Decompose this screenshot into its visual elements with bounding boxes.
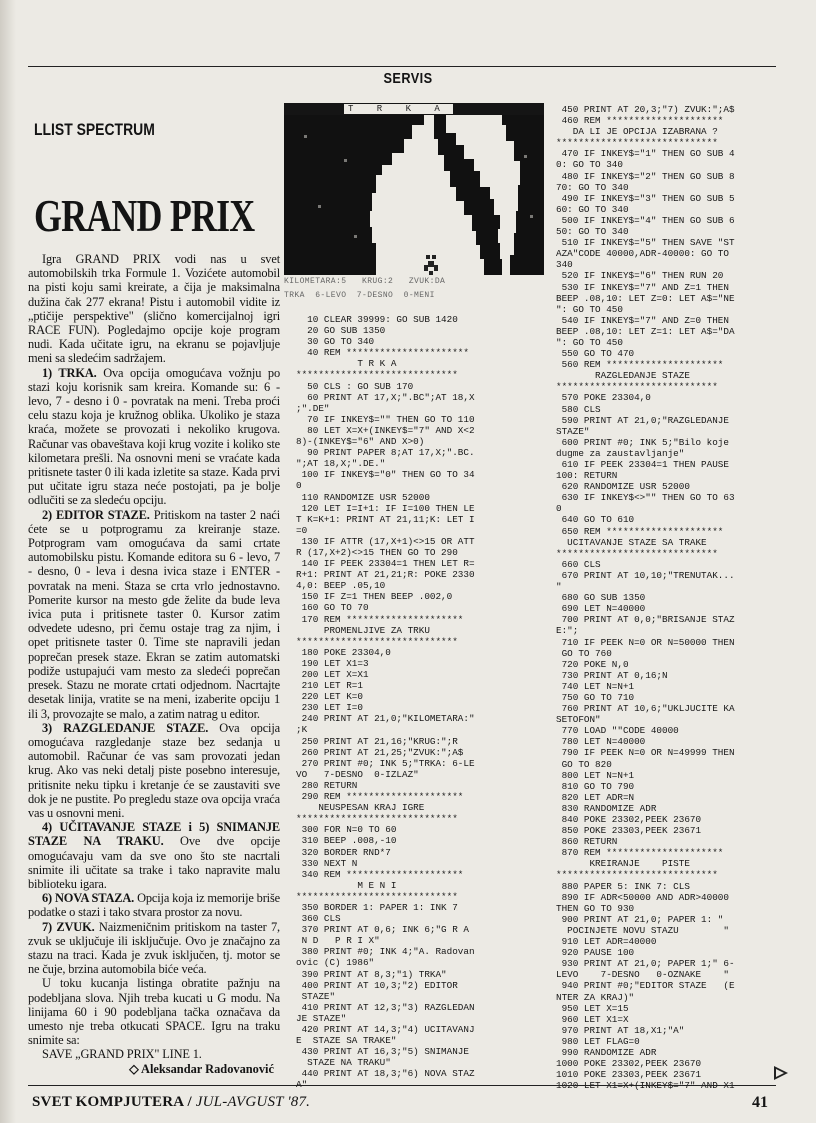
screenshot-status-line-2: TRKA 6-LEVO 7-DESNO 0-MENI [284,291,435,300]
paragraph-text: U toku kucanja listinga obratite pažnju na podebljana slova. Njih treba kucati u G modu. Na linijama 60 i 90 podebljana tačka označava da umesto nje treba otkucati SPACE. Igru na traku snimite sa: [28,976,280,1048]
page-binding-shadow [0,0,16,1123]
top-rule [28,66,776,67]
paragraph-lead: 1) TRKA. [42,365,97,380]
paragraph-text: Naizmeničnim pritiskom na taster 7, zvuk se uključuje ili isključuje. Ovo je značajno za stazu na traci. Kada je zvuk isključen, tj. motor se ne čuje, brzina automobila biće veća. [28,919,280,977]
screenshot-title-bar [284,103,544,115]
paragraph-lead: 4) UČITAVANJE STAZE i 5) SNIMANJE STAZE NA TRAKU. [28,820,280,849]
paragraph-lead: 6) NOVA STAZA. [42,891,135,906]
article-paragraph [28,976,280,1047]
article-paragraph [28,252,280,366]
paragraph-text: Pritiskom na taster 2 naći ćete se u potprogramu za kreiranje staze. Potprogram vam omogućava da sami crtate automobilsku pistu. Komande editora su 6 - levo, 7 - desno, 0 - leva i desna ivica staze i ENTER - povratak na meni. Staza se crta vrlo jednostavno. Pomerite kursor na mesto gde želite da bude leva ivica puta i pritisnete taster 0. Kursor zatim odvedete udesno, pri čemu ostaje trag za njim, i opet pritisnete taster 0. Time ste napravili jedan poprečan presek staze. Ekran se zatim automatski podiže ustupajući vam mesto za sledeći poprečan presek. Stazu ne morate crtati odjednom. Nacrtajte desetak linija, vratite se na meni, izaberite opciju 1 ili 3, provozajte se malo, a zatim natrag u editor. [28,507,281,721]
paragraph-lead: 2) EDITOR STAZE. [42,507,150,522]
kicker: LLIST SPECTRUM [34,120,155,139]
basic-listing-column-2: 450 PRINT AT 20,3;"7) ZVUK:";A$ 460 REM ********************* DA LI JE OPCIJA IZABRANA ? ***************************** 470 IF INKEY$="1" THEN GO SUB 4 0: GO TO 340 480 IF INKEY$="2" THEN GO SUB 8 70: GO TO 340 490 IF INKEY$="3" THEN GO SUB 5 60: GO TO 340 500 IF INKEY$="4" THEN GO SUB 6 50: GO TO 340 510 IF INKEY$="5" THEN SAVE "ST AZA"CODE 40000,ADR-40000: GO TO 340 520 IF INKEY$="6" THEN RUN 20 530 IF INKEY$="7" AND Z=1 THEN BEEP .08,10: LET Z=0: LET A$="NE ": GO TO 450 540 IF INKEY$="7" AND Z=0 THEN BEEP .08,10: LET Z=1: LET A$="DA ": GO TO 450 550 GO TO 470 560 REM ********************* RAZGLEDANJE STAZE ***************************** 570 POKE 23304,0 580 CLS 590 PRINT AT 21,0;"RAZGLEDANJE STAZE" 600 PRINT #0; INK 5;"Bilo koje dugme za zaustavljanje" 610 IF PEEK 23304=1 THEN PAUSE 100: RETURN 620 RANDOMIZE USR 52000 630 IF INKEY$<>"" THEN GO TO 63 0 640 GO TO 610 650 REM ********************* UCITAVANJE STAZE SA TRAKE ***************************** 660 CLS 670 PRINT AT 10,10;"TRENUTAK... " 680 GO SUB 1350 690 LET N=40000 700 PRINT AT 0,0;"BRISANJE STAZ E:"; 710 IF PEEK N=0 OR N=50000 THEN GO TO 760 720 POKE N,0 730 PRINT AT 0,16;N 740 LET N=N+1 750 GO TO 710 760 PRINT AT 10,6;"UKLJUCITE KA SETOFON" 770 LOAD ""CODE 40000 780 LET N=40000 790 IF PEEK N=0 OR N=49999 THEN GO TO 820 800 LET N=N+1 810 GO TO 790 820 LET ADR=N 830 RANDOMIZE ADR 840 POKE 23302,PEEK 23670 850 POKE 23303,PEEK 23671 860 RETURN 870 REM ********************* KREIRANJE PISTE ***************************** 880 PAPER 5: INK 7: CLS 890 IF ADR<50000 AND ADR>40000 THEN GO TO 930 900 PRINT AT 21,0; PAPER 1: " POCINJETE NOVU STAZU " 910 LET ADR=40000 920 PAUSE 100 930 PRINT AT 21,0; PAPER 1;" 6- LEVO 7-DESNO 0-OZNAKE " 940 PRINT #0;"EDITOR STAZE (E NTER ZA KRAJ)" 950 LET X=15 960 LET X1=X 970 PRINT AT 18,X1;"A" 980 LET FLAG=0 990 RANDOMIZE ADR 1000 POKE 23302,PEEK 23670 1010 POKE 23303,PEEK 23671 1020 LET X1=X+(INKEY$="7" AND X1 [556,104,735,1092]
paragraph-text: Igra GRAND PRIX vodi nas u svet automobilskih trka Formule 1. Vozićete automobil na pisti koju sami kreirate, a čija je maksimalna dužina čak 277 ekrana! Pistu i automobil vidite iz „ptičije perspektive" (slično komercijalnoj igri RACE FUN). Pogledajmo opcije koje program nudi. Kada učitate igru, na ekranu se pojavljuje meni sa sledećim sadržajem. [28,252,280,366]
paragraph-text: SAVE „GRAND PRIX" LINE 1. [42,1047,202,1062]
basic-listing-column-1: 10 CLEAR 39999: GO SUB 1420 20 GO SUB 1350 30 GO TO 340 40 REM ********************** T R K A ***************************** 50 CLS : GO SUB 170 60 PRINT AT 17,X;".BC";AT 18,X ;".DE" 70 IF INKEY$="" THEN GO TO 110 80 LET X=X+(INKEY$="7" AND X<2 8)-(INKEY$="6" AND X>0) 90 PRINT PAPER 8;AT 17,X;".BC. ";AT 18,X;".DE." 100 IF INKEY$="0" THEN GO TO 34 0 110 RANDOMIZE USR 52000 120 LET I=I+1: IF I=100 THEN LE T K=K+1: PRINT AT 21,11;K: LET I =0 130 IF ATTR (17,X+1)<>15 OR ATT R (17,X+2)<>15 THEN GO TO 290 140 IF PEEK 23304=1 THEN LET R= R+1: PRINT AT 21,21;R: POKE 2330 4,0: BEEP .05,10 150 IF Z=1 THEN BEEP .002,0 160 GO TO 70 170 REM ********************* PROMENLJIVE ZA TRKU ***************************** 180 POKE 23304,0 190 LET X1=3 200 LET X=X1 210 LET R=1 220 LET K=0 230 LET I=0 240 PRINT AT 21,0;"KILOMETARA:" ;K 250 PRINT AT 21,16;"KRUG:";R 260 PRINT AT 21,25;"ZVUK:";A$ 270 PRINT #0; INK 5;"TRKA: 6-LE VO 7-DESNO 0-IZLAZ" 280 RETURN 290 REM ********************* NEUSPESAN KRAJ IGRE ***************************** 300 FOR N=0 TO 60 310 BEEP .008,-10 320 BORDER RND*7 330 NEXT N 340 REM ********************* M E N I ***************************** 350 BORDER 1: PAPER 1: INK 7 360 CLS 370 PRINT AT 0,6; INK 6;"G R A N D P R I X" 380 PRINT #0; INK 4;"A. Radovan ovic (C) 1986" 390 PRINT AT 8,3;"1) TRKA" 400 PRINT AT 10,3;"2) EDITOR STAZE" 410 PRINT AT 12,3;"3) RAZGLEDAN JE STAZE" 420 PRINT AT 14,3;"4) UCITAVANJ E STAZE SA TRAKE" 430 PRINT AT 16,3;"5) SNIMANJE STAZE NA TRAKU" 440 PRINT AT 18,3;"6) NOVA STAZ A" [296,314,475,1091]
article-paragraph [28,721,280,820]
continue-arrow-icon [774,1066,788,1080]
bottom-rule [28,1085,776,1086]
article-paragraph [28,820,280,891]
track-graphic [284,115,544,275]
article-paragraph [28,366,280,508]
issue-date: JUL-AVGUST '87. [195,1094,311,1110]
track-render [284,115,544,275]
screenshot-status-line-1: KILOMETARA:5 KRUG:2 ZVUK:DA [284,277,446,286]
author-signature: ◇ Aleksandar Radovanović [129,1061,274,1076]
magazine-name: SVET KOMPJUTERA [32,1094,184,1110]
paragraph-text: Opcija koja iz memorije briše podatke o stazi i tako stvara prostor za novu. [28,891,280,920]
article-paragraph [28,1047,280,1061]
section-label: SERVIS [383,70,433,87]
paragraph-text: Ova opcija omogućava vožnju po stazi koju korisnik sam kreira. Komande su: 6 - levo, 7 - desno i 0 - povratak na meni. Treba proći celu stazu koja je kružnog oblika. Ukoliko je staza kraća, možete se provozati i nekoliko krugova. Računar vas obaveštava koji krug vozite i koliko ste kilometara prešli. Na osnovni meni se vraćate kada pritisnete taster 0 ili kada izletite sa staze. Kada prvi put učitate igru staza neće postojati, pa je bolje odlučiti se za sledeću opciju. [28,365,280,508]
article-paragraph [28,891,280,919]
paragraph-lead: 3) RAZGLEDANJE STAZE. [42,720,209,735]
article-paragraph [28,508,280,721]
article-column [28,120,280,1076]
article-paragraph [28,920,280,977]
game-screenshot [284,103,544,303]
paragraph-text: Ova opcija omogućava razgledanje staze bez sedanja u automobil. Računar će vas sam provozati jedan krug. Ako vas neki detalj piste posebno interesuje, pritisnite neku tipku i kretanje će se zaustaviti sve dok je ne pustite. Po pregledu staze ova opcija vraća vas u osnovni meni. [28,720,280,820]
article-body [28,252,280,1062]
page-number: 41 [752,1094,768,1111]
paragraph-text: Ove dve opcije omogućavaju vam da sve ono što ste nacrtali snimite ili učitate sa trake i tako napravite malu biblioteku igara. [28,834,280,891]
paragraph-lead: 7) ZVUK. [42,919,95,934]
footer-magazine: SVET KOMPJUTERA / JUL-AVGUST '87. [32,1094,311,1110]
screenshot-title: T R K A [344,104,453,114]
headline: GRAND PRIX [34,190,255,241]
